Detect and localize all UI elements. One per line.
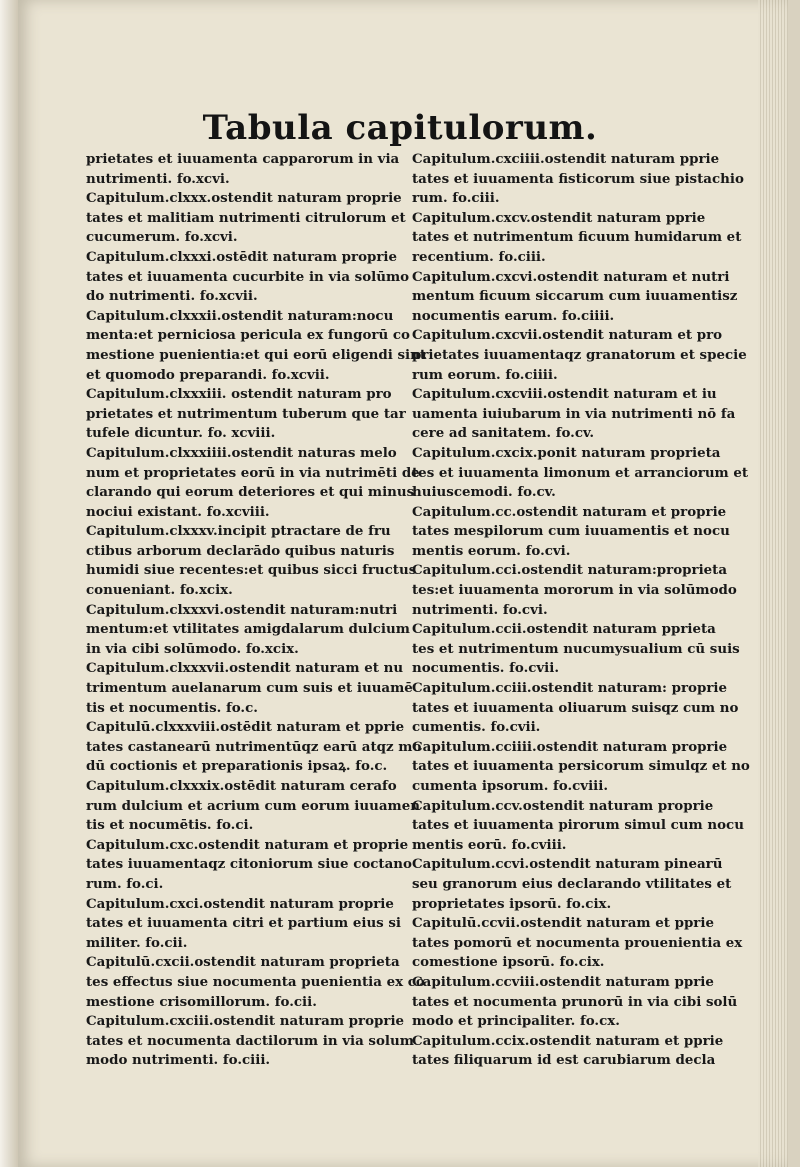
toc-line: comestione ipsorū. fo.cix.	[412, 954, 605, 971]
toc-line: Capitulum.cc.ostendit naturam et proprie	[412, 503, 727, 520]
toc-line: mestione crisomillorum. fo.cii.	[86, 993, 317, 1010]
toc-line: cumentis. fo.cvii.	[412, 719, 541, 736]
toc-line: mentum:et vtilitates amigdalarum dulcium	[86, 621, 410, 638]
toc-line: menta:et perniciosa pericula ex fungorū co	[86, 327, 410, 344]
toc-line: Capitulum.ccv.ostendit naturam proprie	[412, 797, 714, 814]
toc-line: rum. fo.ciii.	[412, 190, 500, 207]
toc-line: et quomodo preparandi. fo.xcvii.	[86, 366, 330, 383]
toc-line: Capitulum.cxcvii.ostendit naturam et pro	[412, 327, 723, 344]
toc-line: recentium. fo.ciii.	[412, 248, 546, 265]
toc-line: prietates iuuamentaqz granatorum et specie	[412, 346, 747, 363]
toc-line: Capitulum.cxciiii.ostendit naturam pprie	[412, 151, 720, 167]
toc-line: proprietates ipsorū. fo.cix.	[412, 895, 612, 912]
toc-line: rum dulcium et acrium cum eorum iuuamen	[86, 797, 420, 814]
left-column	[86, 150, 427, 1071]
toc-line: nutrimenti. fo.xcvi.	[86, 170, 230, 187]
toc-line: tates mespilorum cum iuuamentis et nocu	[412, 523, 730, 540]
toc-line: trimentum auelanarum cum suis et iuuamē	[86, 680, 413, 697]
toc-line: ctibus arborum declarādo quibus naturis	[86, 542, 395, 559]
toc-line: modo nutrimenti. fo.ciii.	[86, 1052, 271, 1069]
toc-line: rum eorum. fo.ciiii.	[412, 366, 558, 383]
toc-line: Capitulum.cciii.ostendit naturam: proprie	[412, 680, 728, 697]
toc-line: mentum ficuum siccarum cum iuuamentisz	[412, 288, 738, 305]
toc-line: tates pomorū et nocumenta prouenientia ex	[412, 934, 743, 951]
toc-line: uamenta iuiubarum in via nutrimenti nō fa	[412, 405, 736, 422]
right-column	[412, 150, 750, 1071]
toc-line: Capitulum.clxxxiii. ostendit naturam pro	[86, 386, 392, 403]
toc-line: nocumentis earum. fo.ciiii.	[412, 307, 615, 324]
toc-line: tates et nocumenta dactilorum in via solum	[86, 1032, 414, 1049]
toc-line: do nutrimenti. fo.xcvii.	[86, 288, 258, 305]
toc-line: nutrimenti. fo.cvi.	[412, 601, 548, 618]
toc-line: tates et iuuamenta fisticorum siue pistachio	[412, 170, 744, 187]
toc-line: cumenta ipsorum. fo.cviii.	[412, 778, 609, 794]
toc-line: Capitulum.clxxxvii.ostendit naturam et nu	[86, 660, 404, 677]
toc-line: Capitulum.cxcv.ostendit naturam pprie	[412, 209, 706, 226]
toc-line: Capitulum.cxcviii.ostendit naturam et iu	[412, 386, 717, 403]
toc-line: num et proprietates eorū in via nutrimēti de	[86, 464, 420, 481]
toc-line: Capitulum.clxxxvi.ostendit naturam:nutri	[86, 601, 398, 618]
toc-line: Capitulum.cciiii.ostendit naturam proprie	[412, 738, 728, 755]
toc-line: Capitulum.clxxxi.ostēdit naturam proprie	[86, 248, 398, 265]
toc-line: tates et iuuamenta pirorum simul cum nocu	[412, 817, 744, 834]
toc-line: Capitulū.ccvii.ostendit naturam et pprie	[412, 915, 714, 932]
toc-line: Capitulum.cci.ostendit naturam:proprieta	[412, 562, 728, 579]
toc-line: tates et nocumenta prunorū in via cibi solū	[412, 993, 738, 1010]
toc-line: Capitulum.ccvi.ostendit naturam pinearū	[412, 856, 723, 873]
toc-line: cere ad sanitatem. fo.cv.	[412, 425, 595, 442]
book-spine	[0, 0, 18, 1167]
toc-line: clarando qui eorum deteriores et qui minus	[86, 484, 415, 501]
toc-line: Capitulum.cxcvi.ostendit naturam et nutri	[412, 268, 730, 285]
toc-line: in via cibi solūmodo. fo.xcix.	[86, 640, 299, 657]
toc-line: conueniant. fo.xcix.	[86, 582, 233, 599]
toc-line: tates filiquarum id est carubiarum decla	[412, 1052, 716, 1069]
toc-line: Capitulū.clxxxviii.ostēdit naturam et pprie	[86, 719, 405, 736]
toc-line: seu granorum eius declarando vtilitates et	[412, 875, 732, 892]
toc-line: tes effectus siue nocumenta puenientia ex co	[86, 973, 425, 990]
toc-line: Capitulū.cxcii.ostendit naturam proprieta	[86, 954, 400, 971]
toc-line: Capitulum.clxxxix.ostēdit naturam cerafo	[86, 778, 397, 794]
toc-line: Capitulum.ccii.ostendit naturam pprieta	[412, 621, 716, 638]
toc-line: mentis eorum. fo.cvi.	[412, 542, 571, 559]
toc-line: Capitulum.cxc.ostendit naturam et proprie	[86, 836, 409, 853]
toc-line: tes et iuuamenta limonum et arranciorum et	[412, 464, 749, 481]
toc-line: tates iuuamentaqz citoniorum siue coctano	[86, 856, 412, 873]
toc-line: tates et malitiam nutrimenti citrulorum et	[86, 209, 406, 226]
toc-line: Capitulum.clxxx.ostendit naturam proprie	[86, 190, 402, 207]
toc-line: Capitulum.clxxxii.ostendit naturam:nocu	[86, 307, 394, 324]
toc-line: tes et nutrimentum nucumysualium cū suis	[412, 640, 740, 657]
toc-line: tes:et iuuamenta mororum in via solūmodo	[412, 582, 737, 599]
toc-line: prietates et nutrimentum tuberum que tar	[86, 405, 406, 422]
toc-line: Capitulum.ccviii.ostendit naturam pprie	[412, 973, 714, 990]
toc-line: Capitulum.cxciii.ostendit naturam proprie	[86, 1013, 405, 1030]
toc-line: nocumentis. fo.cvii.	[412, 660, 560, 677]
toc-line: tis et nocumentis. fo.c.	[86, 699, 258, 716]
toc-line: modo et principaliter. fo.cx.	[412, 1013, 620, 1030]
toc-line: humidi siue recentes:et quibus sicci fructus	[86, 562, 417, 579]
toc-line: Capitulum.ccix.ostendit naturam et pprie	[412, 1032, 724, 1049]
toc-line: tates et nutrimentum ficuum humidarum et	[412, 229, 742, 246]
toc-line: tates castanearū nutrimentūqz earū atqz mo	[86, 738, 422, 755]
toc-line: mestione puenientia:et qui eorū eligendi sint	[86, 346, 427, 363]
toc-line: Capitulum.clxxxiiii.ostendit naturas melo	[86, 444, 397, 461]
toc-line: Capitulum.clxxxv.incipit ptractare de fru	[86, 523, 391, 540]
page-edge	[758, 0, 788, 1167]
toc-line: cucumerum. fo.xcvi.	[86, 229, 238, 246]
page-title: Tabula capitulorum.	[202, 108, 598, 148]
toc-line: nociui existant. fo.xcviii.	[86, 503, 270, 520]
toc-line: rum. fo.ci.	[86, 875, 164, 892]
toc-line: tates et iuuamenta citri et partium eius si	[86, 915, 402, 932]
toc-line: tates et iuuamenta cucurbite in via solūmo	[86, 268, 410, 285]
toc-line: Capitulum.cxcix.ponit naturam proprieta	[412, 444, 721, 461]
toc-line: huiuscemodi. fo.cv.	[412, 484, 556, 501]
toc-line: tates et iuuamenta oliuarum suisqz cum no	[412, 699, 739, 716]
toc-line: dū coctionis et preparationis ipsaꝝ. fo.c.	[86, 758, 388, 775]
toc-line: tufele dicuntur. fo. xcviii.	[86, 425, 276, 442]
toc-line: mentis eorū. fo.cviii.	[412, 836, 567, 853]
toc-line: tates et iuuamenta persicorum simulqz et no	[412, 758, 750, 775]
toc-line: prietates et iuuamenta capparorum in via	[86, 151, 400, 167]
toc-line: tis et nocumētis. fo.ci.	[86, 817, 254, 834]
toc-line: militer. fo.cii.	[86, 934, 188, 951]
toc-line: Capitulum.cxci.ostendit naturam proprie	[86, 895, 394, 912]
